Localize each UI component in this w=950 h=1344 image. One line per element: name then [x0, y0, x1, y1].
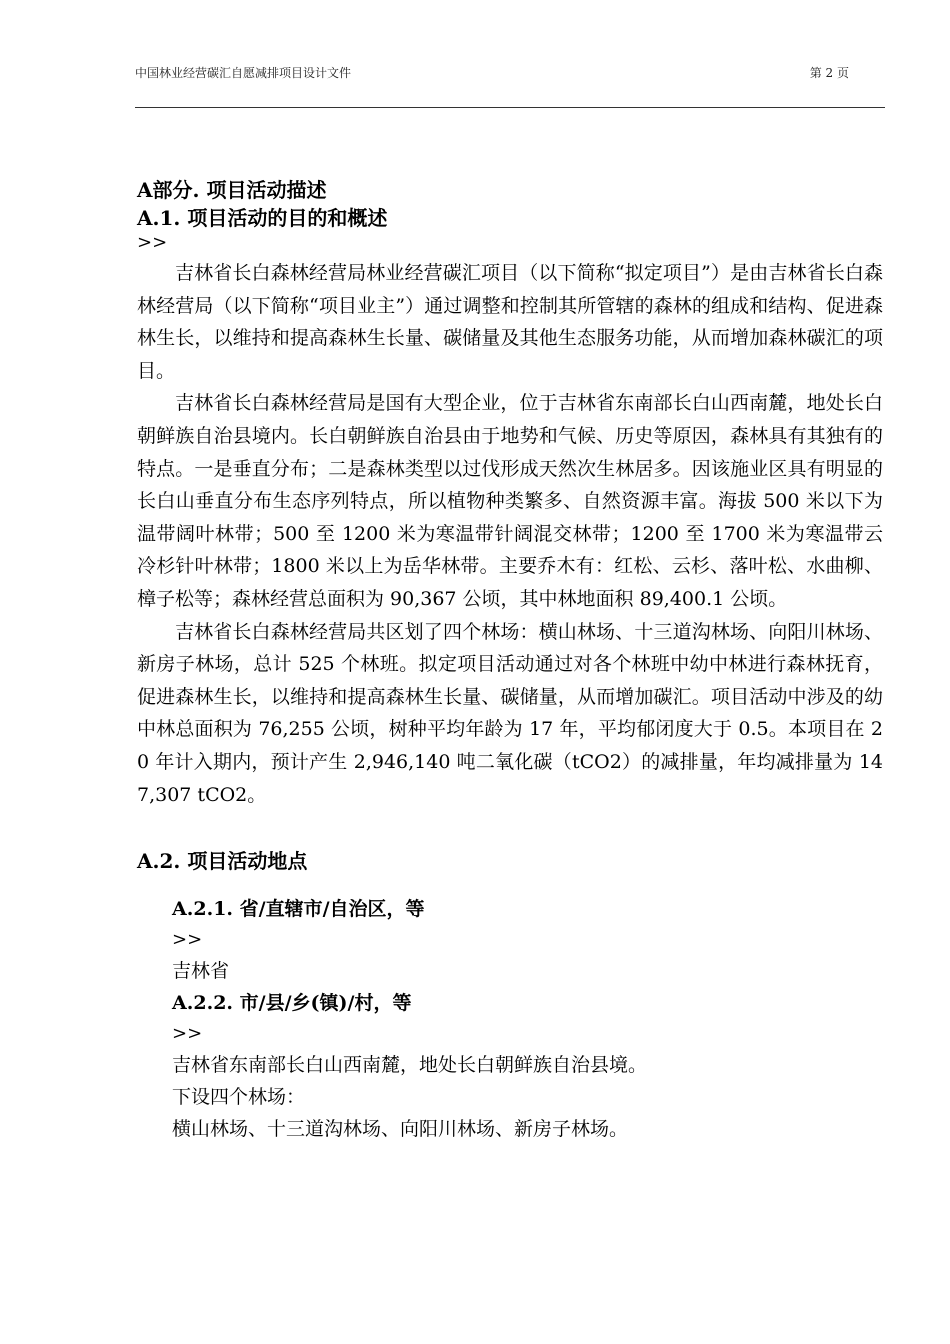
page-number: 第 2 页 — [809, 66, 849, 80]
section-a-title: A部分. 项目活动描述 — [137, 178, 327, 202]
section-a21-title: A.2.1. 省/直辖市/自治区，等 — [172, 898, 425, 921]
section-a1-title: A.1. 项目活动的目的和概述 — [137, 206, 388, 230]
document-body — [137, 176, 883, 1145]
a22-farms-intro: 下设四个林场： — [172, 1086, 306, 1109]
subsection-a21 — [172, 893, 883, 1145]
a21-province: 吉林省 — [172, 960, 230, 983]
section-a2-title: A.2. 项目活动地点 — [137, 849, 308, 874]
header-divider — [135, 107, 885, 108]
paragraph-project-overview: 吉林省长白森林经营局林业经营碳汇项目（以下简称“拟定项目”）是由吉林省长白森林经营局（以下简称“项目业主”）通过调整和控制其所管辖的森林的组成和结构、促进森林生长，以维持和提高森林生长量、碳储量及其他生态服务功能，从而增加森林碳汇的项目。 — [137, 262, 883, 382]
a22-farms-list: 横山林场、十三道沟林场、向阳川林场、新房子林场。 — [172, 1118, 629, 1141]
document-title: 中国林业经营碳汇自愿减排项目设计文件 — [135, 66, 352, 80]
a21-marker: >> — [172, 929, 203, 951]
a22-marker: >> — [172, 1023, 203, 1045]
section-a22-title: A.2.2. 市/县/乡(镇)/村，等 — [172, 992, 412, 1015]
page-header — [135, 64, 885, 81]
paragraph-bureau-description: 吉林省长白森林经营局是国有大型企业，位于吉林省东南部长白山西南麓，地处长白朝鲜族自治县境内。长白朝鲜族自治县由于地势和气候、历史等原因，森林具有其独有的特点。一是垂直分布；二是森林类型以过伐形成天然次生林居多。因该施业区具有明显的长白山垂直分布生态序列特点，所以植物种类繁多、自然资源丰富。海拔 500 米以下为温带阔叶林带；500 至 1200 米为寒温带针阔混交林带；1200 至 1700 米为寒温带云冷杉针叶林带；1800 米以上为岳华林带。主要乔木有：红松、云杉、落叶松、水曲柳、樟子松等；森林经营总面积为 90,367 公顷，其中林地面积 89,400.1 公顷。 — [137, 392, 883, 610]
a1-marker: >> — [137, 232, 168, 253]
a22-location-line: 吉林省东南部长白山西南麓，地处长白朝鲜族自治县境。 — [172, 1054, 648, 1077]
paragraph-forest-farms: 吉林省长白森林经营局共区划了四个林场：横山林场、十三道沟林场、向阳川林场、新房子林场，总计 525 个林班。拟定项目活动通过对各个林班中幼中林进行森林抚育，促进森林生长，以维持和提高森林生长量、碳储量，从而增加碳汇。项目活动中涉及的幼中林总面积为 76,255 公顷，树种平均年龄为 17 年，平均郁闭度大于 0.5。本项目在 20 年计入期内，预计产生 2,946,140 吨二氧化碳（tCO2）的减排量，年均减排量为 147,307 tCO2。 — [137, 620, 883, 806]
